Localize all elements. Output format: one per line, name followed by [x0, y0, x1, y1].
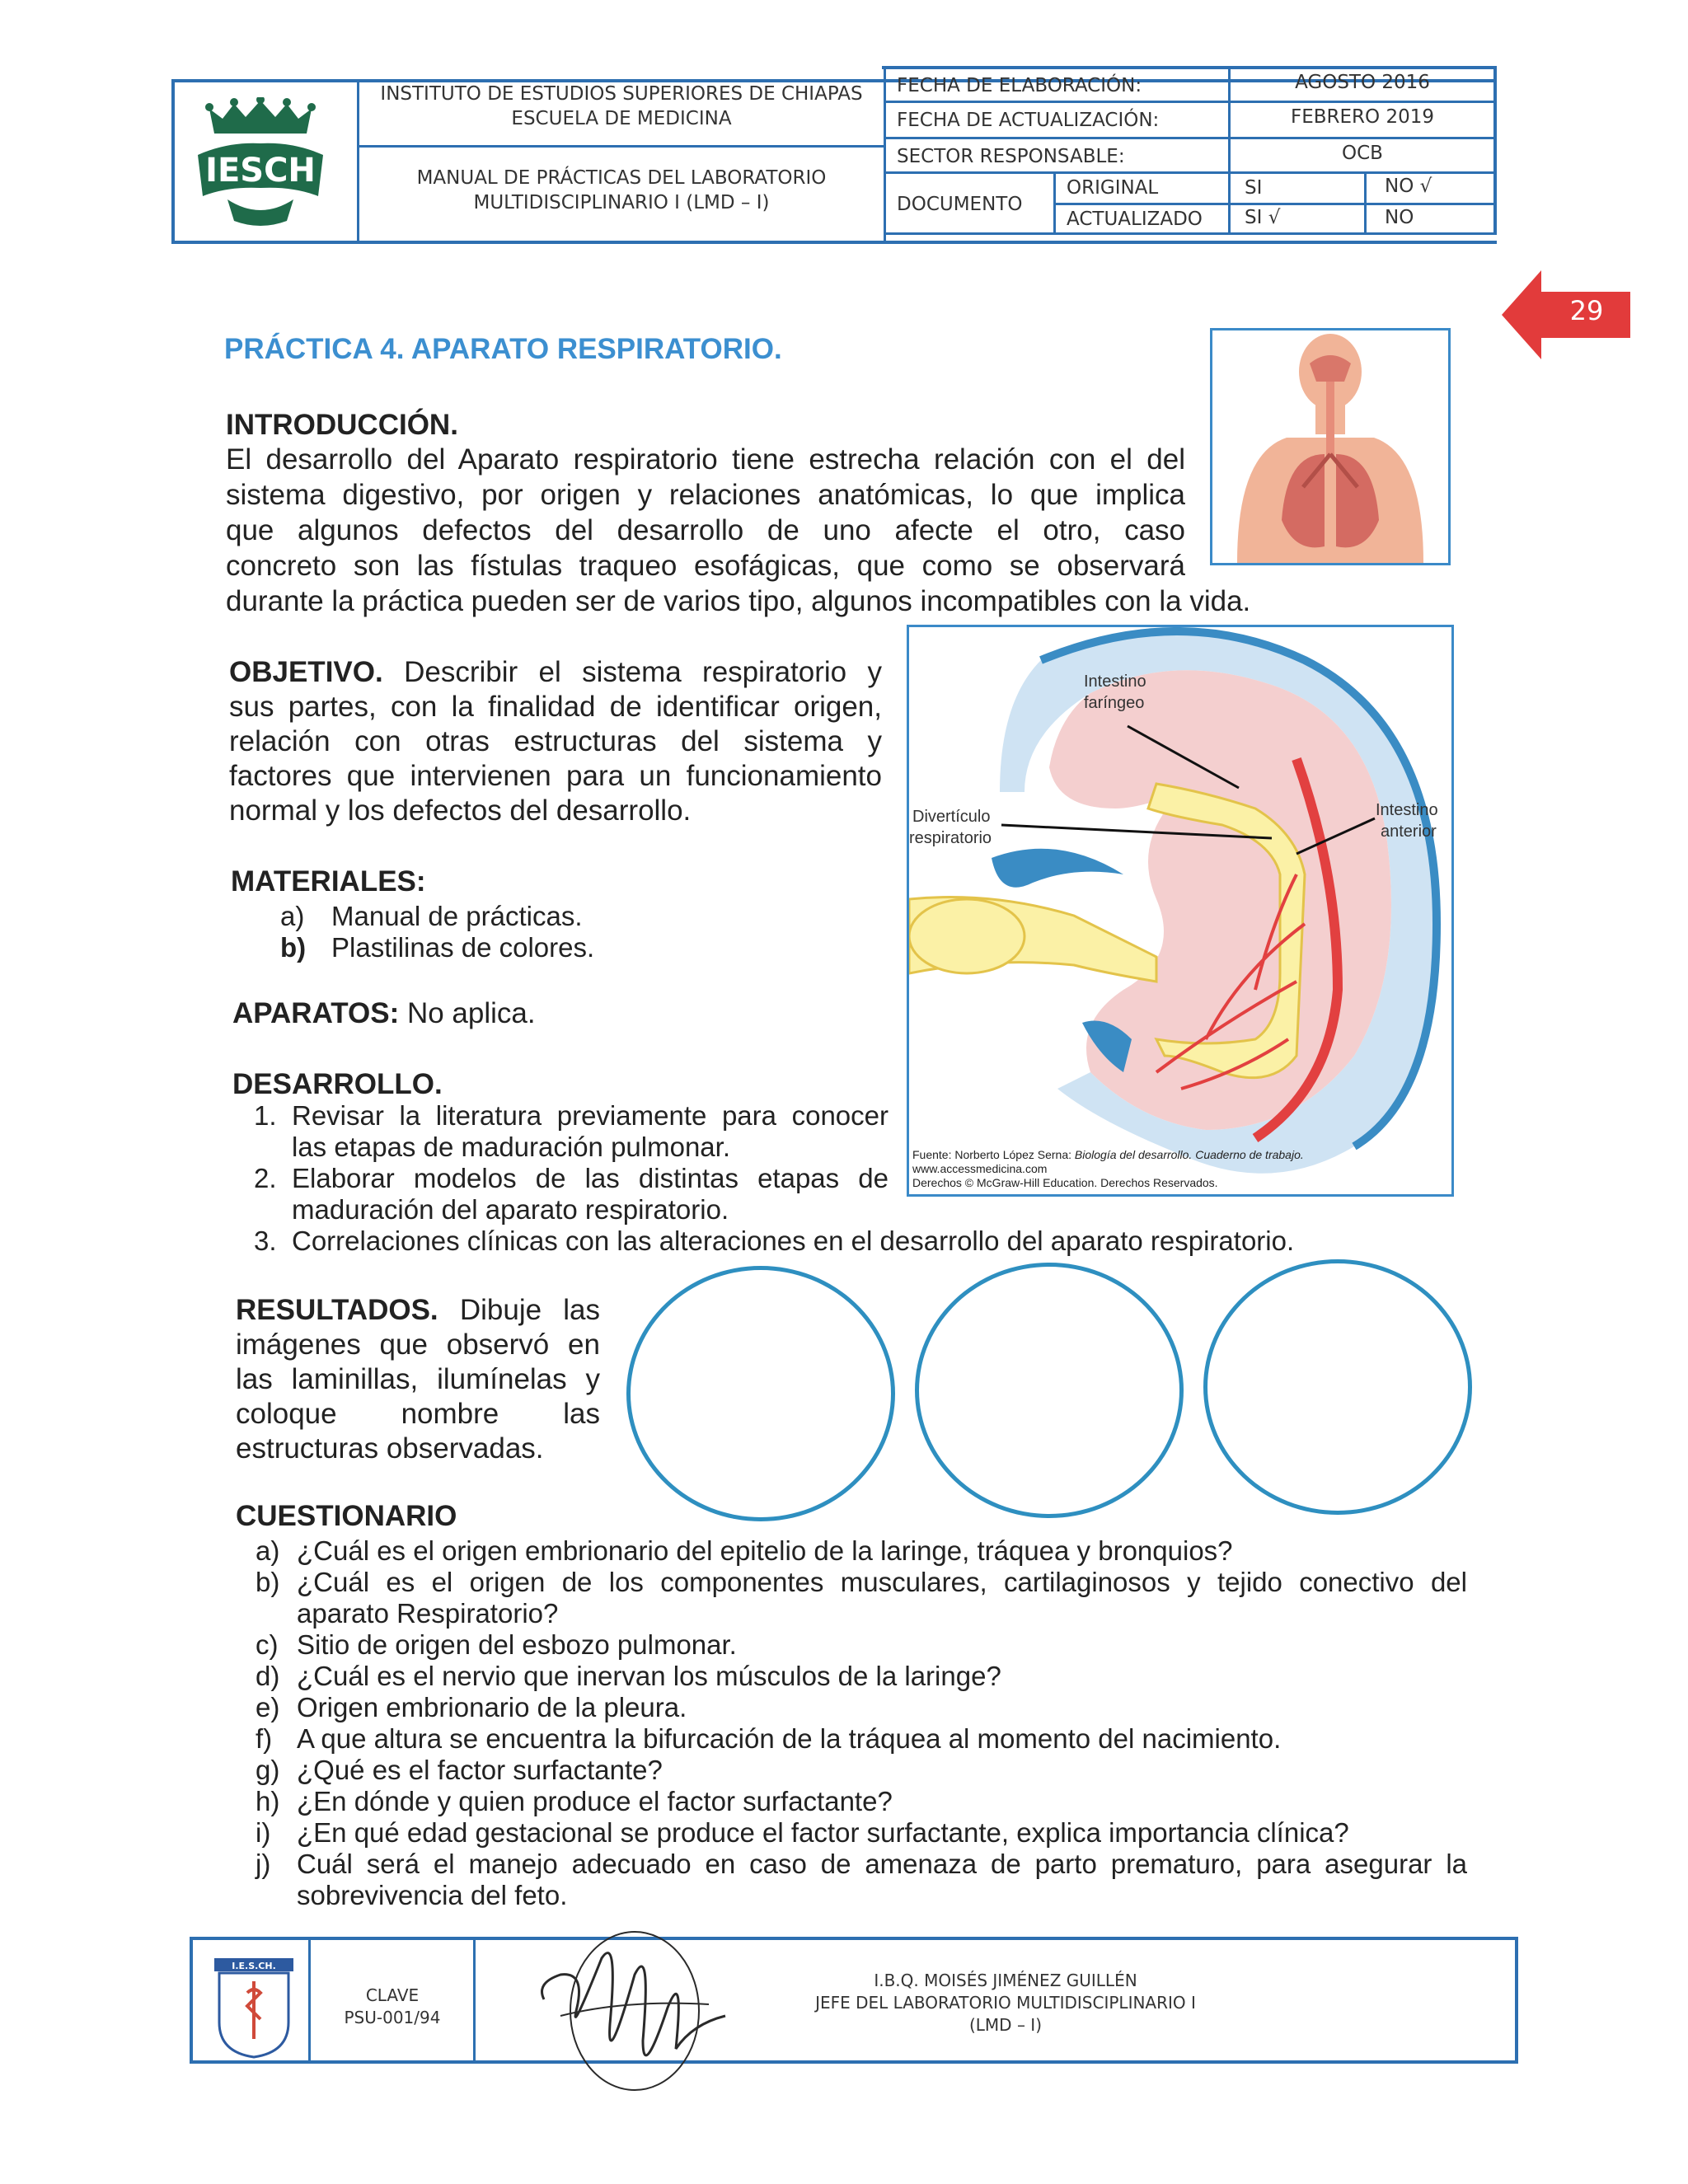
iesch-logo — [195, 97, 326, 227]
logo-text: IESCH — [205, 152, 316, 190]
materiales-heading: MATERIALES: — [231, 865, 426, 898]
original-no: NO √ — [1385, 176, 1432, 197]
intro-line: que algunos defectos del desarrollo de uno afecte el otro, caso — [226, 514, 1185, 546]
sector-value: OCB — [1342, 143, 1383, 164]
objetivo-line: normal y los defectos del desarrollo. — [229, 794, 692, 827]
objetivo-heading: OBJETIVO. — [229, 656, 383, 688]
intro-line: concreto son las fístulas traqueo esofágicas, que como se observará — [226, 550, 1185, 582]
objetivo-line: relación con otras estructuras del sistema y — [229, 725, 882, 757]
aparatos-text: No aplica. — [406, 997, 536, 1029]
intro-line: El desarrollo del Aparato respiratorio tiene estrecha relación con el del — [226, 443, 1185, 476]
desarrollo-heading: DESARROLLO. — [232, 1068, 443, 1100]
question-continuation: aparato Respiratorio? — [297, 1598, 559, 1629]
page-number: 29 — [1569, 295, 1604, 326]
drawing-circle-2 — [915, 1263, 1184, 1518]
signer-title: JEFE DEL LABORATORIO MULTIDISCIPLINARIO I — [815, 1993, 1196, 2013]
intro-line: durante la práctica pueden ser de varios tipo, algunos incompatibles con la vida. — [226, 585, 1251, 617]
label-diverticulo: Divertículo — [912, 808, 991, 826]
institute-name: INSTITUTO DE ESTUDIOS SUPERIORES DE CHIAPAS — [380, 83, 863, 105]
resultados-heading: RESULTADOS. — [236, 1294, 438, 1326]
clave-value: PSU-001/94 — [344, 2008, 441, 2027]
signature — [528, 1925, 742, 2098]
figure-source-url: www.accessmedicina.com — [912, 1162, 1048, 1175]
resultados-line: las laminillas, ilumínelas y — [236, 1363, 600, 1395]
iesch-seal — [213, 1957, 295, 2059]
fecha-actualizacion-value: FEBRERO 2019 — [1291, 106, 1434, 128]
aparatos-heading: APARATOS: — [232, 997, 400, 1029]
objetivo-text: Describir el sistema respiratorio y — [404, 656, 882, 688]
sector-label: SECTOR RESPONSABLE: — [897, 146, 1125, 167]
respiratory-system-image — [1210, 328, 1451, 565]
fecha-elaboracion-label: FECHA DE ELABORACIÓN: — [897, 75, 1142, 96]
fecha-actualizacion-label: FECHA DE ACTUALIZACIÓN: — [897, 110, 1160, 131]
actualizado-label: ACTUALIZADO — [1067, 209, 1203, 230]
question-continuation: sobrevivencia del feto. — [297, 1880, 568, 1910]
label-intestino-anterior: Intestino — [1376, 801, 1438, 819]
seal-text: I.E.S.CH. — [232, 1961, 276, 1971]
drawing-circle-3 — [1203, 1259, 1472, 1515]
objetivo-line: factores que intervienen para un funcionamiento — [229, 760, 882, 792]
list-item-continuation: maduración del aparato respiratorio. — [292, 1194, 729, 1225]
embryo-figure — [907, 625, 1454, 1197]
documento-label: DOCUMENTO — [897, 194, 1023, 215]
label-intestino-faringeo: Intestino — [1084, 673, 1146, 691]
drawing-circle-1 — [626, 1266, 895, 1521]
figure-copyright: Derechos © McGraw-Hill Education. Derechos Reservados. — [912, 1176, 1218, 1189]
original-si: SI — [1245, 177, 1263, 199]
intro-heading: INTRODUCCIÓN. — [226, 409, 458, 441]
actualizado-no: NO — [1385, 207, 1414, 228]
label-intestino-faringeo: faríngeo — [1084, 694, 1145, 712]
intro-line: sistema digestivo, por origen y relaciones anatómicas, lo que implica — [226, 479, 1185, 511]
label-diverticulo: respiratorio — [909, 829, 992, 847]
practice-title: PRÁCTICA 4. APARATO RESPIRATORIO. — [224, 333, 782, 365]
page-number-tab — [1502, 270, 1630, 359]
manual-title-line2: MULTIDISCIPLINARIO I (LMD – I) — [473, 191, 770, 213]
resultados-first-line: RESULTADOS. Dibuje las — [236, 1294, 600, 1326]
figure-source: Fuente: Norberto López Serna: Biología del desarrollo. Cuaderno de trabajo. — [912, 1148, 1304, 1161]
original-label: ORIGINAL — [1067, 177, 1159, 199]
objetivo-first-line — [229, 654, 882, 690]
fecha-elaboracion-value: AGOSTO 2016 — [1295, 72, 1430, 93]
signer-unit: (LMD – I) — [968, 2015, 1043, 2035]
list-item-continuation: las etapas de maduración pulmonar. — [292, 1132, 730, 1162]
actualizado-si: SI √ — [1245, 207, 1281, 228]
aparatos-line — [232, 996, 536, 1031]
clave-label: CLAVE — [365, 1985, 420, 2005]
resultados-line: imágenes que observó en — [236, 1329, 600, 1361]
resultados-line: coloque nombre las — [236, 1398, 600, 1430]
signer-name: I.B.Q. MOISÉS JIMÉNEZ GUILLÉN — [874, 1971, 1137, 1990]
manual-title-line1: MANUAL DE PRÁCTICAS DEL LABORATORIO — [416, 167, 827, 189]
resultados-line: estructuras observadas. — [236, 1432, 544, 1465]
school-name: ESCUELA DE MEDICINA — [511, 107, 732, 129]
cuestionario-heading: CUESTIONARIO — [236, 1500, 457, 1532]
objetivo-line: sus partes, con la finalidad de identificar origen, — [229, 691, 882, 723]
label-intestino-anterior: anterior — [1381, 823, 1437, 841]
